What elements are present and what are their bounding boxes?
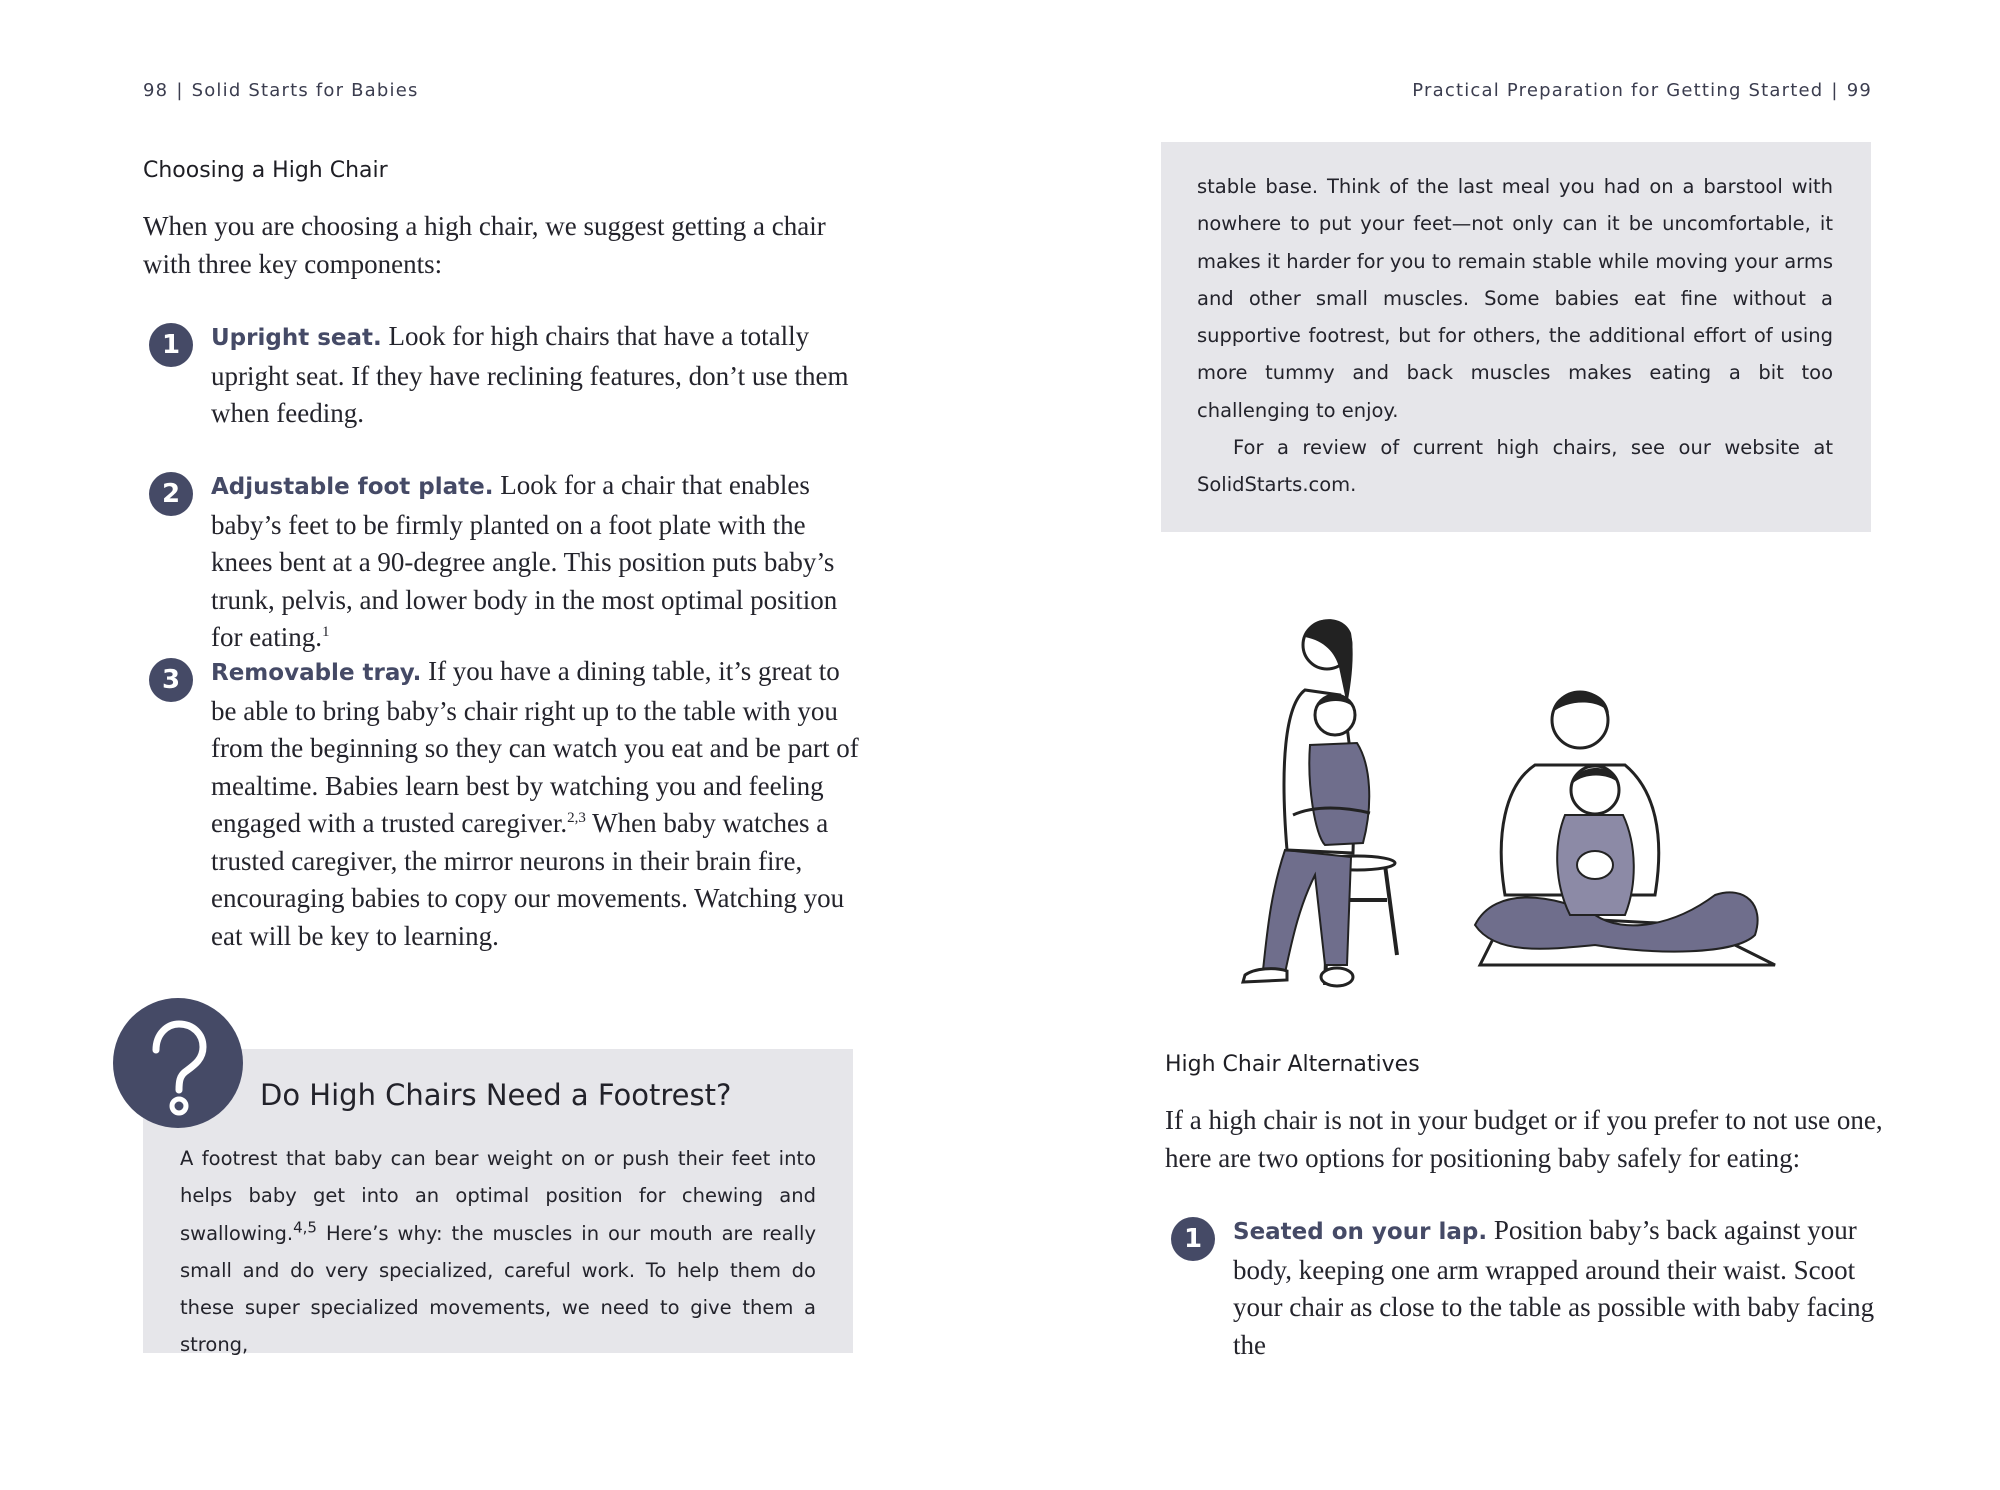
seating-illustration	[1175, 595, 1875, 1015]
sidebar-text-b: Here’s why: the muscles in our mouth are really small and do very specialized, careful work. To help them do these super specialized movements, we need to give them a strong,	[180, 1221, 816, 1357]
list-item-text	[211, 467, 863, 657]
right-chapter-title: Practical Preparation for Getting Started	[1412, 80, 1824, 101]
footnote-ref: 2,3	[567, 810, 586, 826]
number-badge: 2	[149, 472, 193, 516]
list-item-upright-seat	[143, 318, 863, 433]
sidebar-title: Do High Chairs Need a Footrest?	[260, 1078, 732, 1112]
left-book-title: Solid Starts for Babies	[191, 80, 419, 101]
number-badge: 1	[149, 323, 193, 367]
list-item-lead: Removable tray.	[211, 660, 422, 686]
alternatives-intro: If a high chair is not in your budget or if you prefer to not use one, here are two options for positioning baby safely for eating:	[1165, 1105, 1883, 1173]
list-item-foot-plate	[143, 467, 863, 657]
list-item-body: Look for high chairs that have a totally upright seat. If they have reclining features, don’t use them when feeding.	[211, 321, 849, 428]
footnote-ref: 4,5	[293, 1218, 317, 1237]
intro-paragraph: When you are choosing a high chair, we suggest getting a chair with three key components:	[143, 211, 826, 279]
list-item-text	[1233, 1212, 1885, 1364]
number-badge: 1	[1171, 1217, 1215, 1261]
list-item-removable-tray	[143, 653, 863, 955]
list-item-lead: Seated on your lap.	[1233, 1219, 1488, 1245]
sidebar-text-a: A footrest that baby can bear weight on or push their feet into helps baby get into an optimal position for chewing and swallowing.	[180, 1147, 816, 1245]
sidebar-continuation-para: stable base. Think of the last meal you had on a barstool with nowhere to put your feet—not only can it be uncomfortable, it makes it harder for you to remain stable while moving your arms and other small muscles. Some babies eat fine without a supportive footrest, but for others, the additional effort of using more tummy and back muscles makes eating a bit too challenging to enjoy.	[1197, 175, 1833, 422]
list-item-lead: Adjustable foot plate.	[211, 474, 494, 500]
list-item-seated-on-lap	[1165, 1212, 1885, 1364]
list-item-body: If you have a dining table, it’s great to be able to bring baby’s chair right up to the table with you from the beginning so they can watch you eat and be part of mealtime. Babies learn best by watching you and feeling engaged with a trusted caregiver.	[211, 656, 859, 838]
list-item-lead: Upright seat.	[211, 325, 382, 351]
footnote-ref: 1	[321, 624, 330, 640]
list-item-text	[211, 318, 863, 433]
parent-on-floor-figure	[1475, 691, 1775, 965]
list-item-body: Look for a chair that enables baby’s feet to be firmly planted on a foot plate with the knees bent at a 90-degree angle. This position puts baby’s trunk, pelvis, and lower body in the most optimal position for eating.	[211, 470, 838, 652]
sidebar-text	[180, 1140, 816, 1364]
section-heading-high-chair: Choosing a High Chair	[143, 158, 388, 183]
list-item-text	[211, 653, 863, 955]
right-page-number: 99	[1846, 80, 1872, 101]
list-item-body: Position baby’s back against your body, keeping one arm wrapped around their waist. Scoot your chair as close to the table as possible with baby facing the	[1233, 1215, 1875, 1360]
sidebar-continuation-text	[1197, 168, 1833, 504]
sidebar-website-para: For a review of current high chairs, see our website at SolidStarts.com.	[1197, 436, 1833, 497]
mother-on-stool-figure	[1243, 619, 1397, 986]
list-item-body-cont: When baby watches a trusted caregiver, the mirror neurons in their brain fire, encouraging babies to copy our movements. Watching you eat will be key to learning.	[211, 808, 845, 951]
left-page-number: 98	[143, 80, 169, 101]
number-badge: 3	[149, 658, 193, 702]
section-heading-alternatives: High Chair Alternatives	[1165, 1052, 1420, 1077]
right-running-head: Practical Preparation for Getting Started | 99	[1412, 80, 1872, 101]
question-mark-icon	[113, 998, 243, 1128]
left-running-head: 98 | Solid Starts for Babies	[143, 80, 419, 101]
